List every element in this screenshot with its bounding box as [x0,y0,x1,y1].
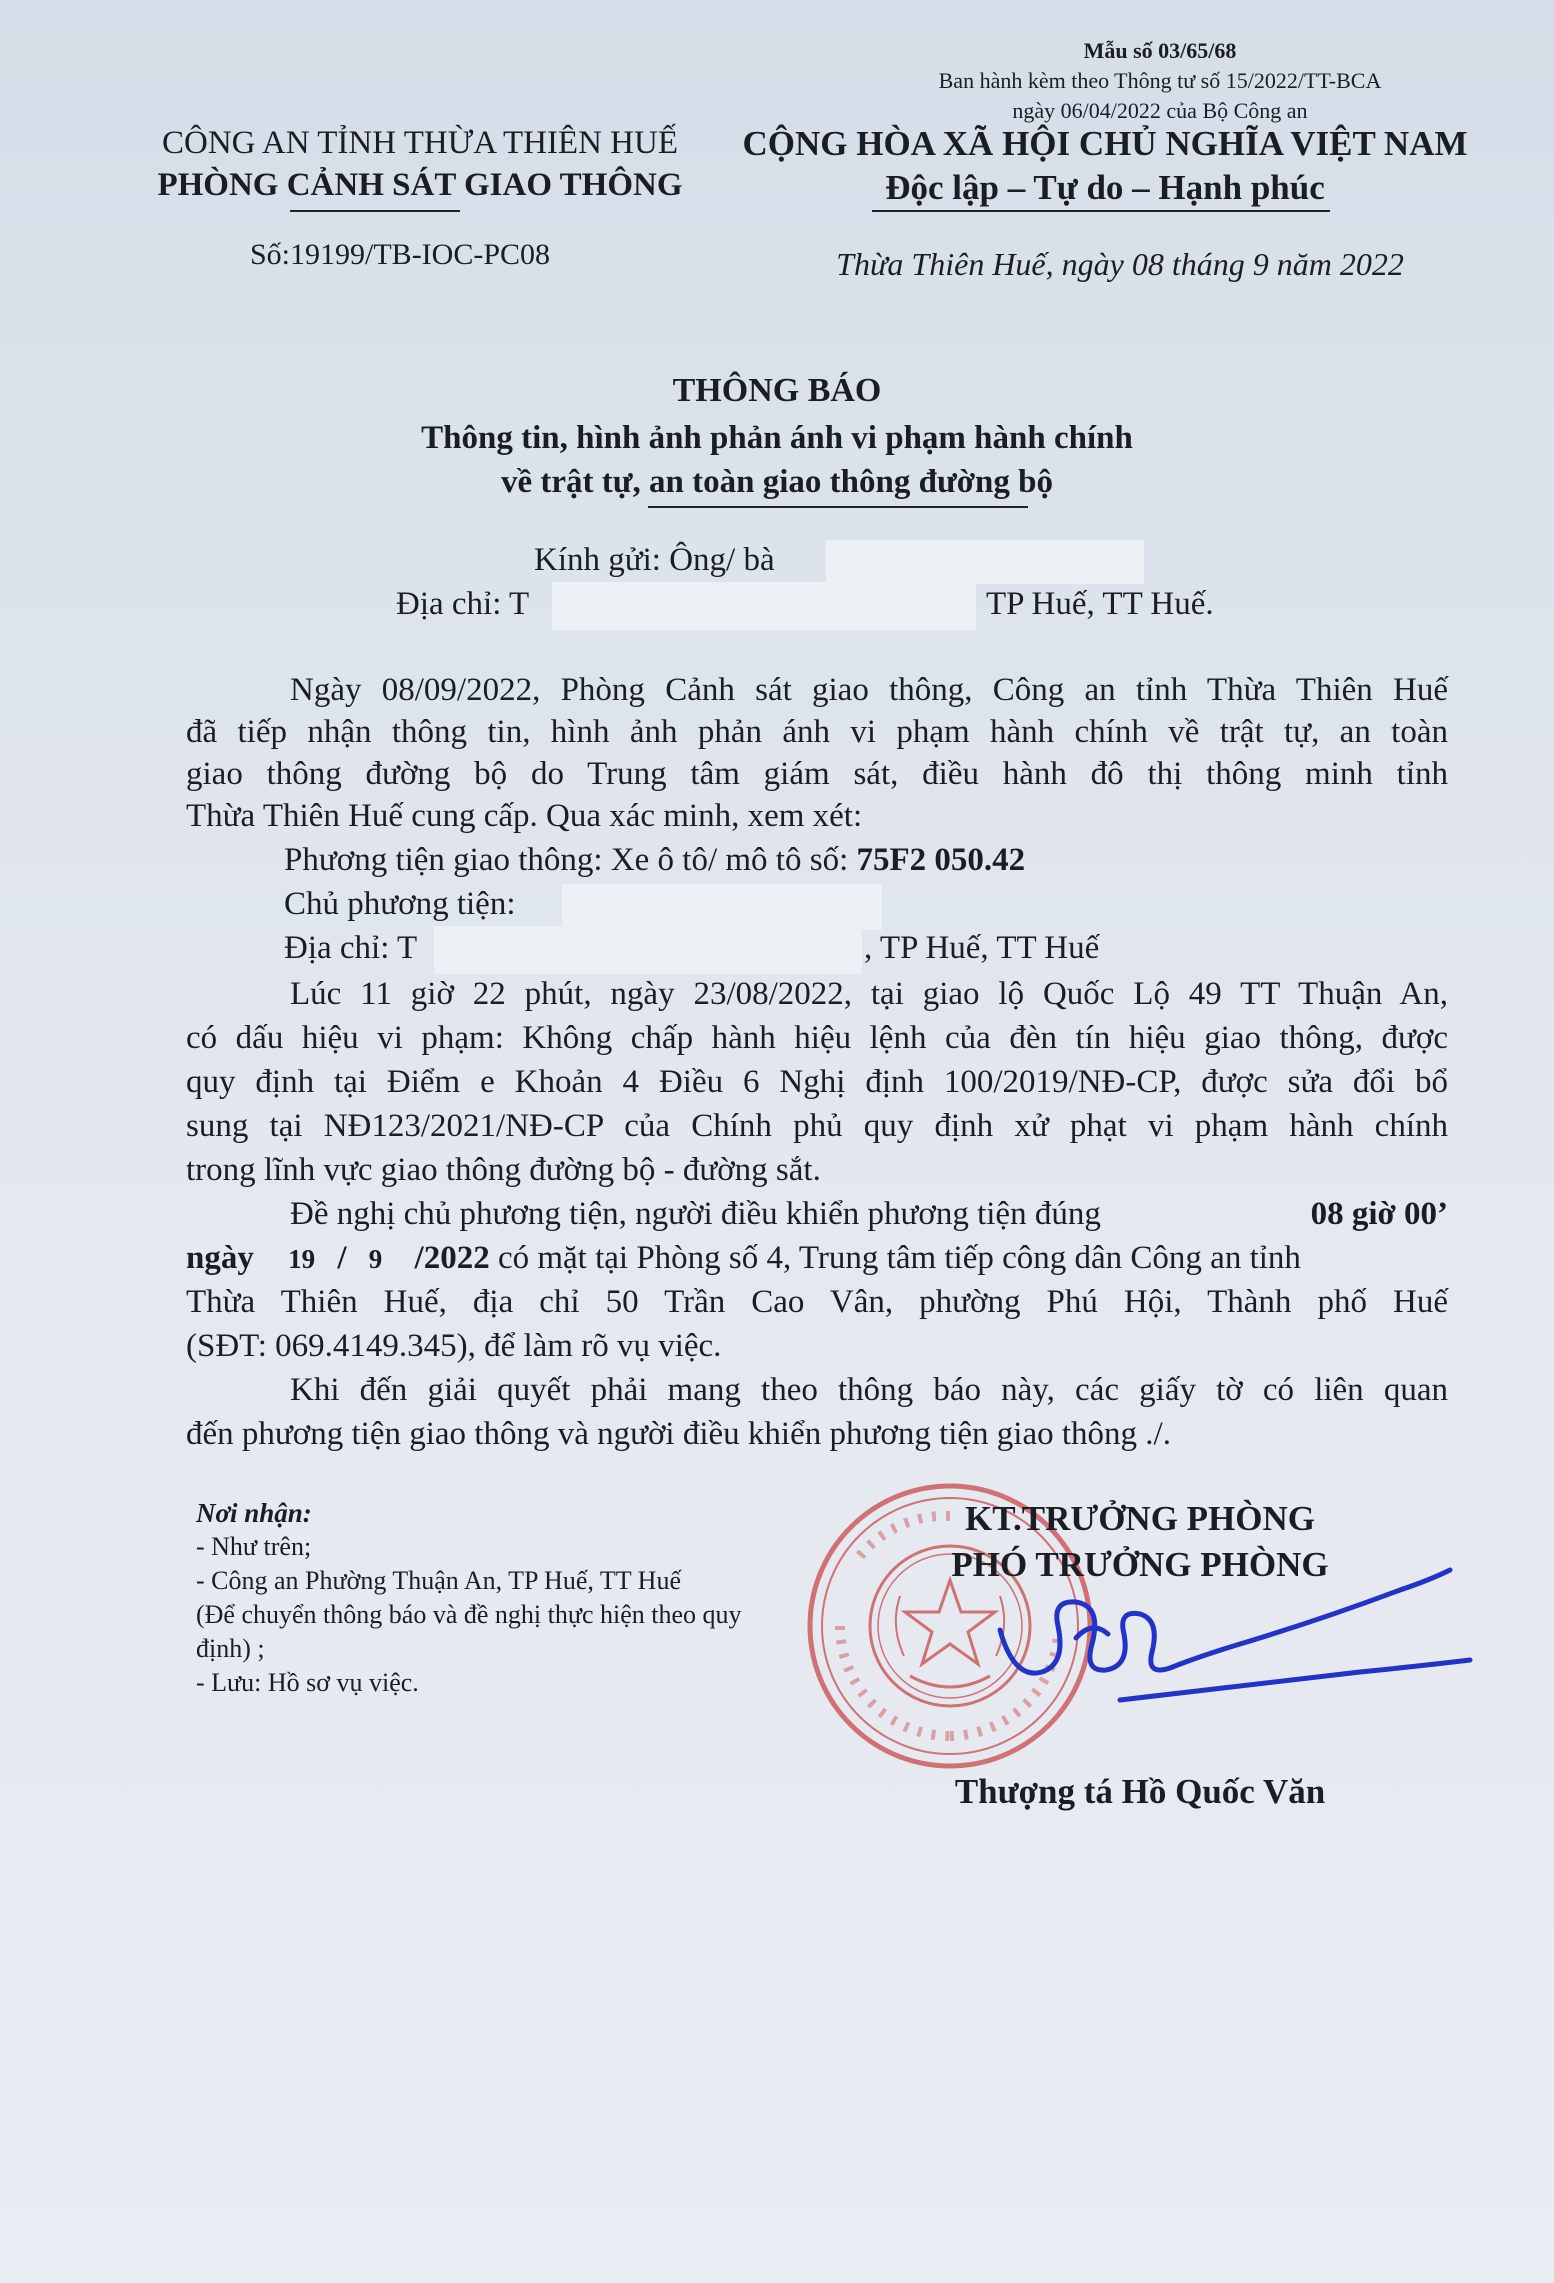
recipient-address-tail: TP Huế, TT Huế. [986,586,1214,622]
body-p2-line-3: quy định tại Điểm e Khoản 4 Điều 6 Nghị định 100/2019/NĐ-CP, được sửa đổi bổ [186,1064,1448,1100]
agency-parent: CÔNG AN TỈNH THỪA THIÊN HUẾ [161,125,678,161]
vehicle-plate: 75F2 050.42 [856,842,1026,878]
motto-underline [872,210,1330,212]
document-subtitle [0,416,1554,504]
recipient-item: (Để chuyển thông báo và đề nghị thực hiện theo quy định) ; [196,1600,742,1663]
agency-underline [290,210,460,212]
appointment-month: 9 [368,1244,383,1274]
recipient-item: - Công an Phường Thuận An, TP Huế, TT Huế [196,1566,681,1595]
owner-label: Chủ phương tiện: [284,886,516,922]
form-note [800,36,1520,126]
title-underline [648,506,1028,508]
vehicle-line [284,842,1546,879]
body-p1-line-1: Ngày 08/09/2022, Phòng Cảnh sát giao thông, Công an tỉnh Thừa Thiên Huế [290,672,1448,708]
recipients-list [196,1496,796,1700]
body-p4-line-2: đến phương tiện giao thông và người điều khiển phương tiện giao thông ./. [186,1416,1171,1452]
body-p3-line-3: Thừa Thiên Huế, địa chỉ 50 Trần Cao Vân, phường Phú Hội, Thành phố Huế [186,1284,1448,1320]
body-p2-line-1: Lúc 11 giờ 22 phút, ngày 23/08/2022, tại giao lộ Quốc Lộ 49 TT Thuận An, [290,976,1448,1012]
form-issued-by: Ban hành kèm theo Thông tư số 15/2022/TT-BCA [938,68,1382,93]
place-and-date: Thừa Thiên Huế, ngày 08 tháng 9 năm 2022 [836,246,1404,282]
appointment-year: /2022 [414,1240,490,1276]
form-issued-date: ngày 06/04/2022 của Bộ Công an [1012,98,1308,123]
recipients-heading: Nơi nhận: [196,1498,312,1528]
appointment-request: Đề nghị chủ phương tiện, người điều khiển phương tiện đúng [290,1196,1101,1232]
subtitle-line-2: về trật tự, an toàn giao thông đường bộ [500,464,1053,500]
document-number: Số:19199/TB-IOC-PC08 [250,238,551,271]
subtitle-line-1: Thông tin, hình ảnh phản ánh vi phạm hành chính [421,420,1133,456]
owner-address-tail: , TP Huế, TT Huế [864,930,1100,966]
body-p1-line-2: đã tiếp nhận thông tin, hình ảnh phản ánh vi phạm hành chính về trật tự, an toàn [186,714,1448,750]
issuing-agency [120,122,720,206]
body-p3-line-2 [186,1240,1448,1277]
signing-authority: KT.TRƯỞNG PHÒNG [965,1499,1315,1538]
handwritten-signature-image [980,1560,1480,1720]
body-p3-line-4: (SĐT: 069.4149.345), để làm rõ vụ việc. [186,1328,722,1364]
redacted-address [552,582,976,630]
appointment-place: có mặt tại Phòng số 4, Trung tâm tiếp công dân Công an tỉnh [489,1240,1301,1276]
body-p2-line-5: trong lĩnh vực giao thông đường bộ - đường sắt. [186,1152,821,1188]
national-heading [725,122,1485,210]
recipient-address-label: Địa chỉ: T [396,586,530,622]
document-title: THÔNG BÁO [672,372,882,409]
body-p1-line-4: Thừa Thiên Huế cung cấp. Qua xác minh, xem xét: [186,798,863,834]
nation-name: CỘNG HÒA XÃ HỘI CHỦ NGHĨA VIỆT NAM [742,124,1468,163]
redacted-owner [562,884,882,930]
vehicle-label: Phương tiện giao thông: Xe ô tô/ mô tô số: [284,842,857,878]
body-p2-line-4: sung tại NĐ123/2021/NĐ-CP của Chính phủ quy định xử phạt vi phạm hành chính [186,1108,1448,1144]
appointment-day-label: ngày [186,1240,254,1276]
redacted-name [826,540,1144,584]
appointment-day: 19 [288,1244,316,1274]
form-number: Mẫu số 03/65/68 [1083,38,1237,63]
agency-department: PHÒNG CẢNH SÁT GIAO THÔNG [157,167,683,203]
owner-address-label: Địa chỉ: T [284,930,418,966]
body-p4-line-1: Khi đến giải quyết phải mang theo thông báo này, các giấy tờ có liên quan [290,1372,1448,1408]
body-p1-line-3: giao thông đường bộ do Trung tâm giám sát, điều hành đô thị thông minh tỉnh [186,756,1448,792]
recipient-item: - Lưu: Hồ sơ vụ việc. [196,1668,419,1697]
date-separator: / [337,1240,347,1276]
redacted-owner-address [434,926,862,974]
body-p3-line-1 [290,1196,1448,1233]
appointment-time: 08 giờ 00’ [1310,1196,1448,1232]
recipient-item: - Như trên; [196,1532,312,1561]
signer-name: Thượng tá Hồ Quốc Văn [954,1772,1326,1811]
national-motto: Độc lập – Tự do – Hạnh phúc [885,168,1325,207]
recipient-salutation: Kính gửi: Ông/ bà [534,542,775,578]
body-p2-line-2: có dấu hiệu vi phạm: Không chấp hành hiệu lệnh của đèn tín hiệu giao thông, được [186,1020,1448,1056]
signer-position: PHÓ TRƯỞNG PHÒNG [951,1545,1329,1584]
